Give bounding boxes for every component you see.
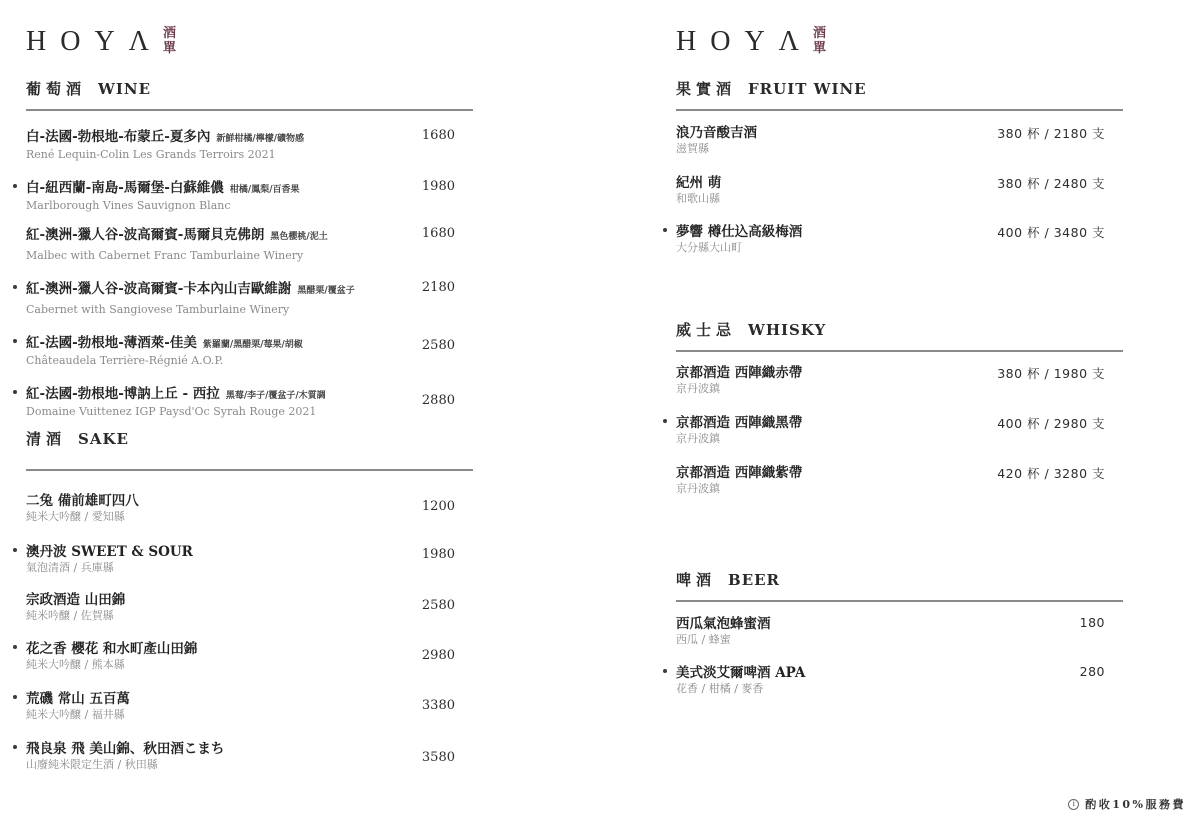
divider	[26, 109, 473, 111]
menu-item: 紀州 萌 和歌山縣 380 杯 / 2480 支	[676, 175, 1105, 205]
brand-logo: HOYΛ	[676, 26, 813, 57]
menu-item: 飛良泉 飛 美山錦、秋田酒こまち 山廢純米限定生酒 / 秋田縣 3580	[26, 738, 473, 772]
divider	[26, 469, 473, 471]
price: 420 杯 / 3280 支	[997, 466, 1105, 481]
menu-item: 紅-澳洲-獵人谷-波高爾賓-卡本內山吉歐維謝 黑醋栗/覆盆子 Cabernet with Sangiovese Tamburlaine Winery 2180	[26, 278, 473, 317]
menu-item: 二兔 備前雄町四八 純米大吟醸 / 愛知縣 1200	[26, 493, 455, 523]
price: 1680	[421, 128, 455, 143]
service-charge-note: i 酌收10%服務費	[1068, 796, 1186, 812]
brand-subtitle: 酒 單	[812, 26, 826, 56]
menu-item: 宗政酒造 山田錦 純米吟醸 / 佐賀縣 2580	[26, 592, 455, 622]
price: 2580	[421, 338, 455, 353]
section-title: 葡萄酒 WINE	[26, 80, 152, 98]
menu-item: 花之香 櫻花 和水町產山田錦 純米大吟醸 / 熊本縣 2980	[26, 638, 473, 672]
section-title: 啤酒 BEER	[676, 571, 781, 589]
bullet-dot-icon	[663, 419, 667, 423]
menu-item: 荒磯 常山 五百萬 純米大吟醸 / 福井縣 3380	[26, 688, 473, 722]
price: 2980	[421, 648, 455, 663]
section-title: 清酒 SAKE	[26, 430, 129, 448]
bullet-dot-icon	[13, 390, 17, 394]
section-whisky	[676, 320, 1123, 352]
section-sake	[26, 429, 473, 471]
price: 2180	[421, 280, 455, 295]
price: 1980	[421, 179, 455, 194]
bullet-dot-icon	[13, 645, 17, 649]
divider	[676, 350, 1123, 352]
section-title: 威士忌 WHISKY	[676, 321, 827, 339]
divider	[676, 600, 1123, 602]
menu-item: 浪乃音酸吉酒 滋賀縣 380 杯 / 2180 支	[676, 125, 1105, 155]
brand-header	[676, 26, 826, 60]
menu-item: 京都酒造 西陣織黑帶 京丹波鎮 400 杯 / 2980 支	[676, 412, 1123, 446]
menu-item: 夢響 樽仕込高級梅酒 大分縣大山町 400 杯 / 3480 支	[676, 221, 1123, 255]
price: 1680	[421, 226, 455, 241]
menu-item: 京都酒造 西陣織赤帶 京丹波鎮 380 杯 / 1980 支	[676, 365, 1105, 395]
menu-item: 白-紐西蘭-南島-馬爾堡-白蘇維儂 柑橘/鳳梨/百香果 Marlborough Vines Sauvignon Blanc 1980	[26, 177, 473, 213]
bullet-dot-icon	[13, 548, 17, 552]
menu-item: 美式淡艾爾啤酒 APA 花香 / 柑橘 / 麥香 280	[676, 662, 1123, 696]
bullet-dot-icon	[13, 339, 17, 343]
price: 3380	[421, 698, 455, 713]
menu-item: 京都酒造 西陣織紫帶 京丹波鎮 420 杯 / 3280 支	[676, 465, 1105, 495]
bullet-dot-icon	[13, 745, 17, 749]
menu-item: 紅-澳洲-獵人谷-波高爾賓-馬爾貝克佛朗 黑色櫻桃/泥土 Malbec with Cabernet Franc Tamburlaine Winery 1680	[26, 226, 455, 262]
price: 400 杯 / 2980 支	[997, 416, 1105, 431]
bullet-dot-icon	[13, 695, 17, 699]
section-fruit-wine	[676, 79, 1123, 111]
bullet-dot-icon	[663, 669, 667, 673]
menu-item: 澳丹波 SWEET & SOUR 氣泡清酒 / 兵庫縣 1980	[26, 541, 473, 575]
price: 380 杯 / 2180 支	[997, 126, 1105, 141]
section-title: 果實酒 FRUIT WINE	[676, 80, 867, 98]
price: 400 杯 / 3480 支	[997, 225, 1105, 240]
price: 280	[1079, 664, 1105, 679]
menu-item: 紅-法國-勃根地-博訥上丘 - 西拉 黑莓/李子/覆盆子/木質調 Domaine Vuittenez IGP Paysd'Oc Syrah Rouge 2021 2880	[26, 383, 473, 419]
menu-item: 紅-法國-勃根地-薄酒萊-佳美 紫羅蘭/黑醋栗/莓果/胡椒 Châteaudela Terrière-Régnié A.O.P. 2580	[26, 332, 473, 368]
info-icon: i	[1068, 799, 1079, 810]
price: 1980	[421, 547, 455, 562]
section-beer	[676, 570, 1123, 602]
brand-logo: HOYΛ	[26, 26, 163, 57]
menu-item: 白-法國-勃根地-布蒙丘-夏多內 新鮮柑橘/檸檬/礦物感 René Lequin-Colin Les Grands Terroirs 2021 1680	[26, 128, 455, 161]
price: 380 杯 / 2480 支	[997, 176, 1105, 191]
price: 380 杯 / 1980 支	[997, 366, 1105, 381]
price: 2880	[421, 393, 455, 408]
menu-item: 西瓜氣泡蜂蜜酒 西瓜 / 蜂蜜 180	[676, 615, 1105, 646]
bullet-dot-icon	[13, 285, 17, 289]
divider	[676, 109, 1123, 111]
bullet-dot-icon	[13, 184, 17, 188]
brand-header	[26, 26, 176, 60]
price: 180	[1079, 615, 1105, 630]
brand-subtitle: 酒 單	[162, 26, 176, 56]
price: 2580	[421, 598, 455, 613]
price: 1200	[421, 499, 455, 514]
section-wine	[26, 79, 473, 111]
price: 3580	[421, 750, 455, 765]
bullet-dot-icon	[663, 228, 667, 232]
